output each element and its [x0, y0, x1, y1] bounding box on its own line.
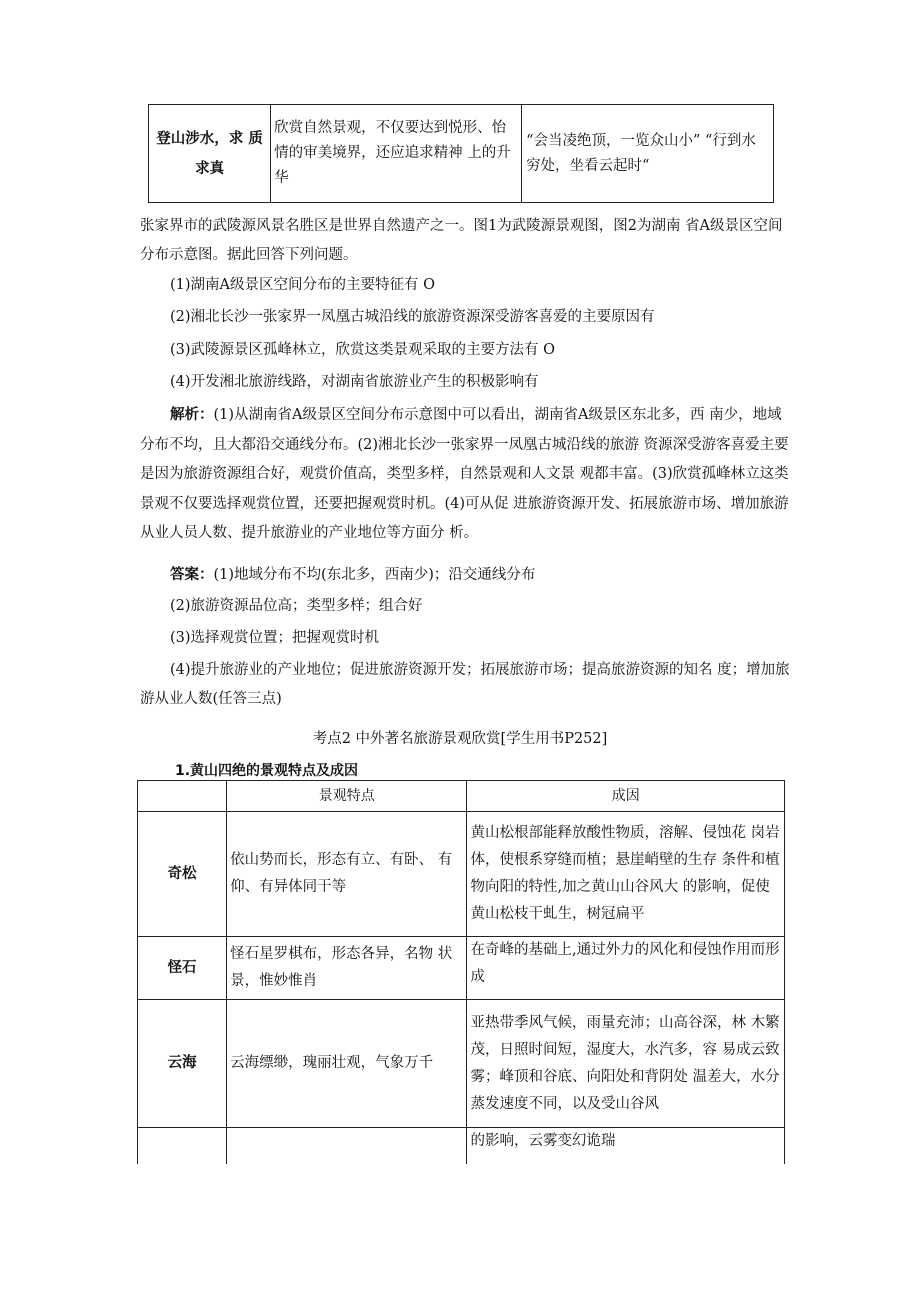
row-feature: 云海缥缈，瑰丽壮观，气象万千: [227, 1000, 467, 1128]
question-1: (1)湖南A级景区空间分布的主要特征有 O: [170, 277, 436, 293]
table-row: [138, 937, 785, 1000]
row-cause: 黄山松根部能释放酸性物质，溶解、侵蚀花 岗岩体，使根系穿缝而植；悬崖峭壁的生存 条件和植物向阳的特性,加之黄山山谷风大 的影响，促使黄山松枝干虬生，树冠扁平: [467, 812, 785, 937]
row-cause: 在奇峰的基础上,通过外力的风化和侵蚀作用而形成: [467, 937, 785, 1000]
header-empty: [138, 781, 227, 812]
answer-item-3: (3)选择观赏位置；把握观赏时机: [170, 630, 380, 646]
table-header-row: [138, 781, 785, 812]
answer-line-1: [170, 560, 790, 590]
row-name: [138, 1128, 227, 1165]
cell-description: 欣赏自然景观，不仅要达到悦形、怡情的审美境界，还应追求精神 上的升华: [271, 105, 522, 203]
top-table: [148, 104, 774, 203]
analysis-text: (1)从湖南省A级景区空间分布示意图中可以看出，湖南省A级景区东北多，西 南少，地域分布不均，且大都沿交通线分布。(2)湘北长沙一张家界一凤凰古城沿线的旅游 资源深受游客喜爱主要是因为旅游资源组合好，观赏价值高，类型多样，自然景观和人文景 观都丰富。(3)欣赏孤峰林立这类景观不仅要选择观赏位置，还要把握观赏时机。(4)可从促 进旅游资源开发、拓展旅游市场、增加旅游从业人员人数、提升旅游业的产业地位等方面分 析。: [140, 407, 789, 541]
table-row: [138, 1128, 785, 1165]
analysis-label: 解析：: [170, 406, 214, 423]
intro-paragraph: 张家界市的武陵源风景名胜区是世界自然遗产之一。图1为武陵源景观图，图2为湖南 省A级景区空间分布示意图。据此回答下列问题。: [140, 218, 783, 263]
section-title: 考点2 中外著名旅游景观欣赏[学生用书P252]: [312, 731, 608, 747]
row-feature: [227, 1128, 467, 1165]
header-cause: 成因: [467, 781, 785, 812]
cell-name: 登山涉水，求 质求真: [149, 105, 271, 203]
question-4: (4)开发湘北旅游线路，对湖南省旅游业产生的积极影响有: [170, 374, 539, 390]
cell-quote: “会当凌绝顶，一览众山小” “行到水穷处，坐看云起时“: [522, 105, 774, 203]
row-feature: 依山势而长，形态有立、有卧、 有仰、有异体同干等: [227, 812, 467, 937]
table-row: [138, 1000, 785, 1128]
row-feature: 怪石星罗棋布，形态各异，名物 状景，惟妙惟肖: [227, 937, 467, 1000]
answer-item-2: (2)旅游资源品位高；类型多样；组合好: [170, 598, 423, 614]
answer-label: 答案：: [170, 566, 214, 583]
question-2: (2)湘北长沙一张家界一凤凰古城沿线的旅游资源深受游客喜爱的主要原因有: [170, 309, 655, 325]
row-cause: 亚热带季风气候，雨量充沛；山高谷深，林 木繁茂，日照时间短，湿度大，水汽多，容 易成云致雾；峰顶和谷底、向阳处和背阴处 温差大，水分蒸发速度不同，以及受山谷风: [467, 1000, 785, 1128]
answer-item-1: (1)地域分布不均(东北多，西南少)；沿交通线分布: [213, 567, 536, 583]
question-3: (3)武陵源景区孤峰林立，欣赏这类景观采取的主要方法有 O: [170, 342, 556, 358]
row-name: 怪石: [138, 937, 227, 1000]
analysis-paragraph: [140, 400, 790, 549]
header-feature: 景观特点: [227, 781, 467, 812]
landscape-table: [137, 780, 785, 1164]
table-row: [149, 105, 774, 203]
row-name: 奇松: [138, 812, 227, 937]
table-title: 1.黄山四绝的景观特点及成因: [175, 763, 359, 779]
row-name: 云海: [138, 1000, 227, 1128]
answer-item-4: (4)提升旅游业的产业地位；促进旅游资源开发；拓展旅游市场；提高旅游资源的知名 度；增加旅游从业人数(任答三点): [140, 662, 790, 707]
table-row: [138, 812, 785, 937]
row-cause: 的影响，云雾变幻诡瑞: [467, 1128, 785, 1165]
